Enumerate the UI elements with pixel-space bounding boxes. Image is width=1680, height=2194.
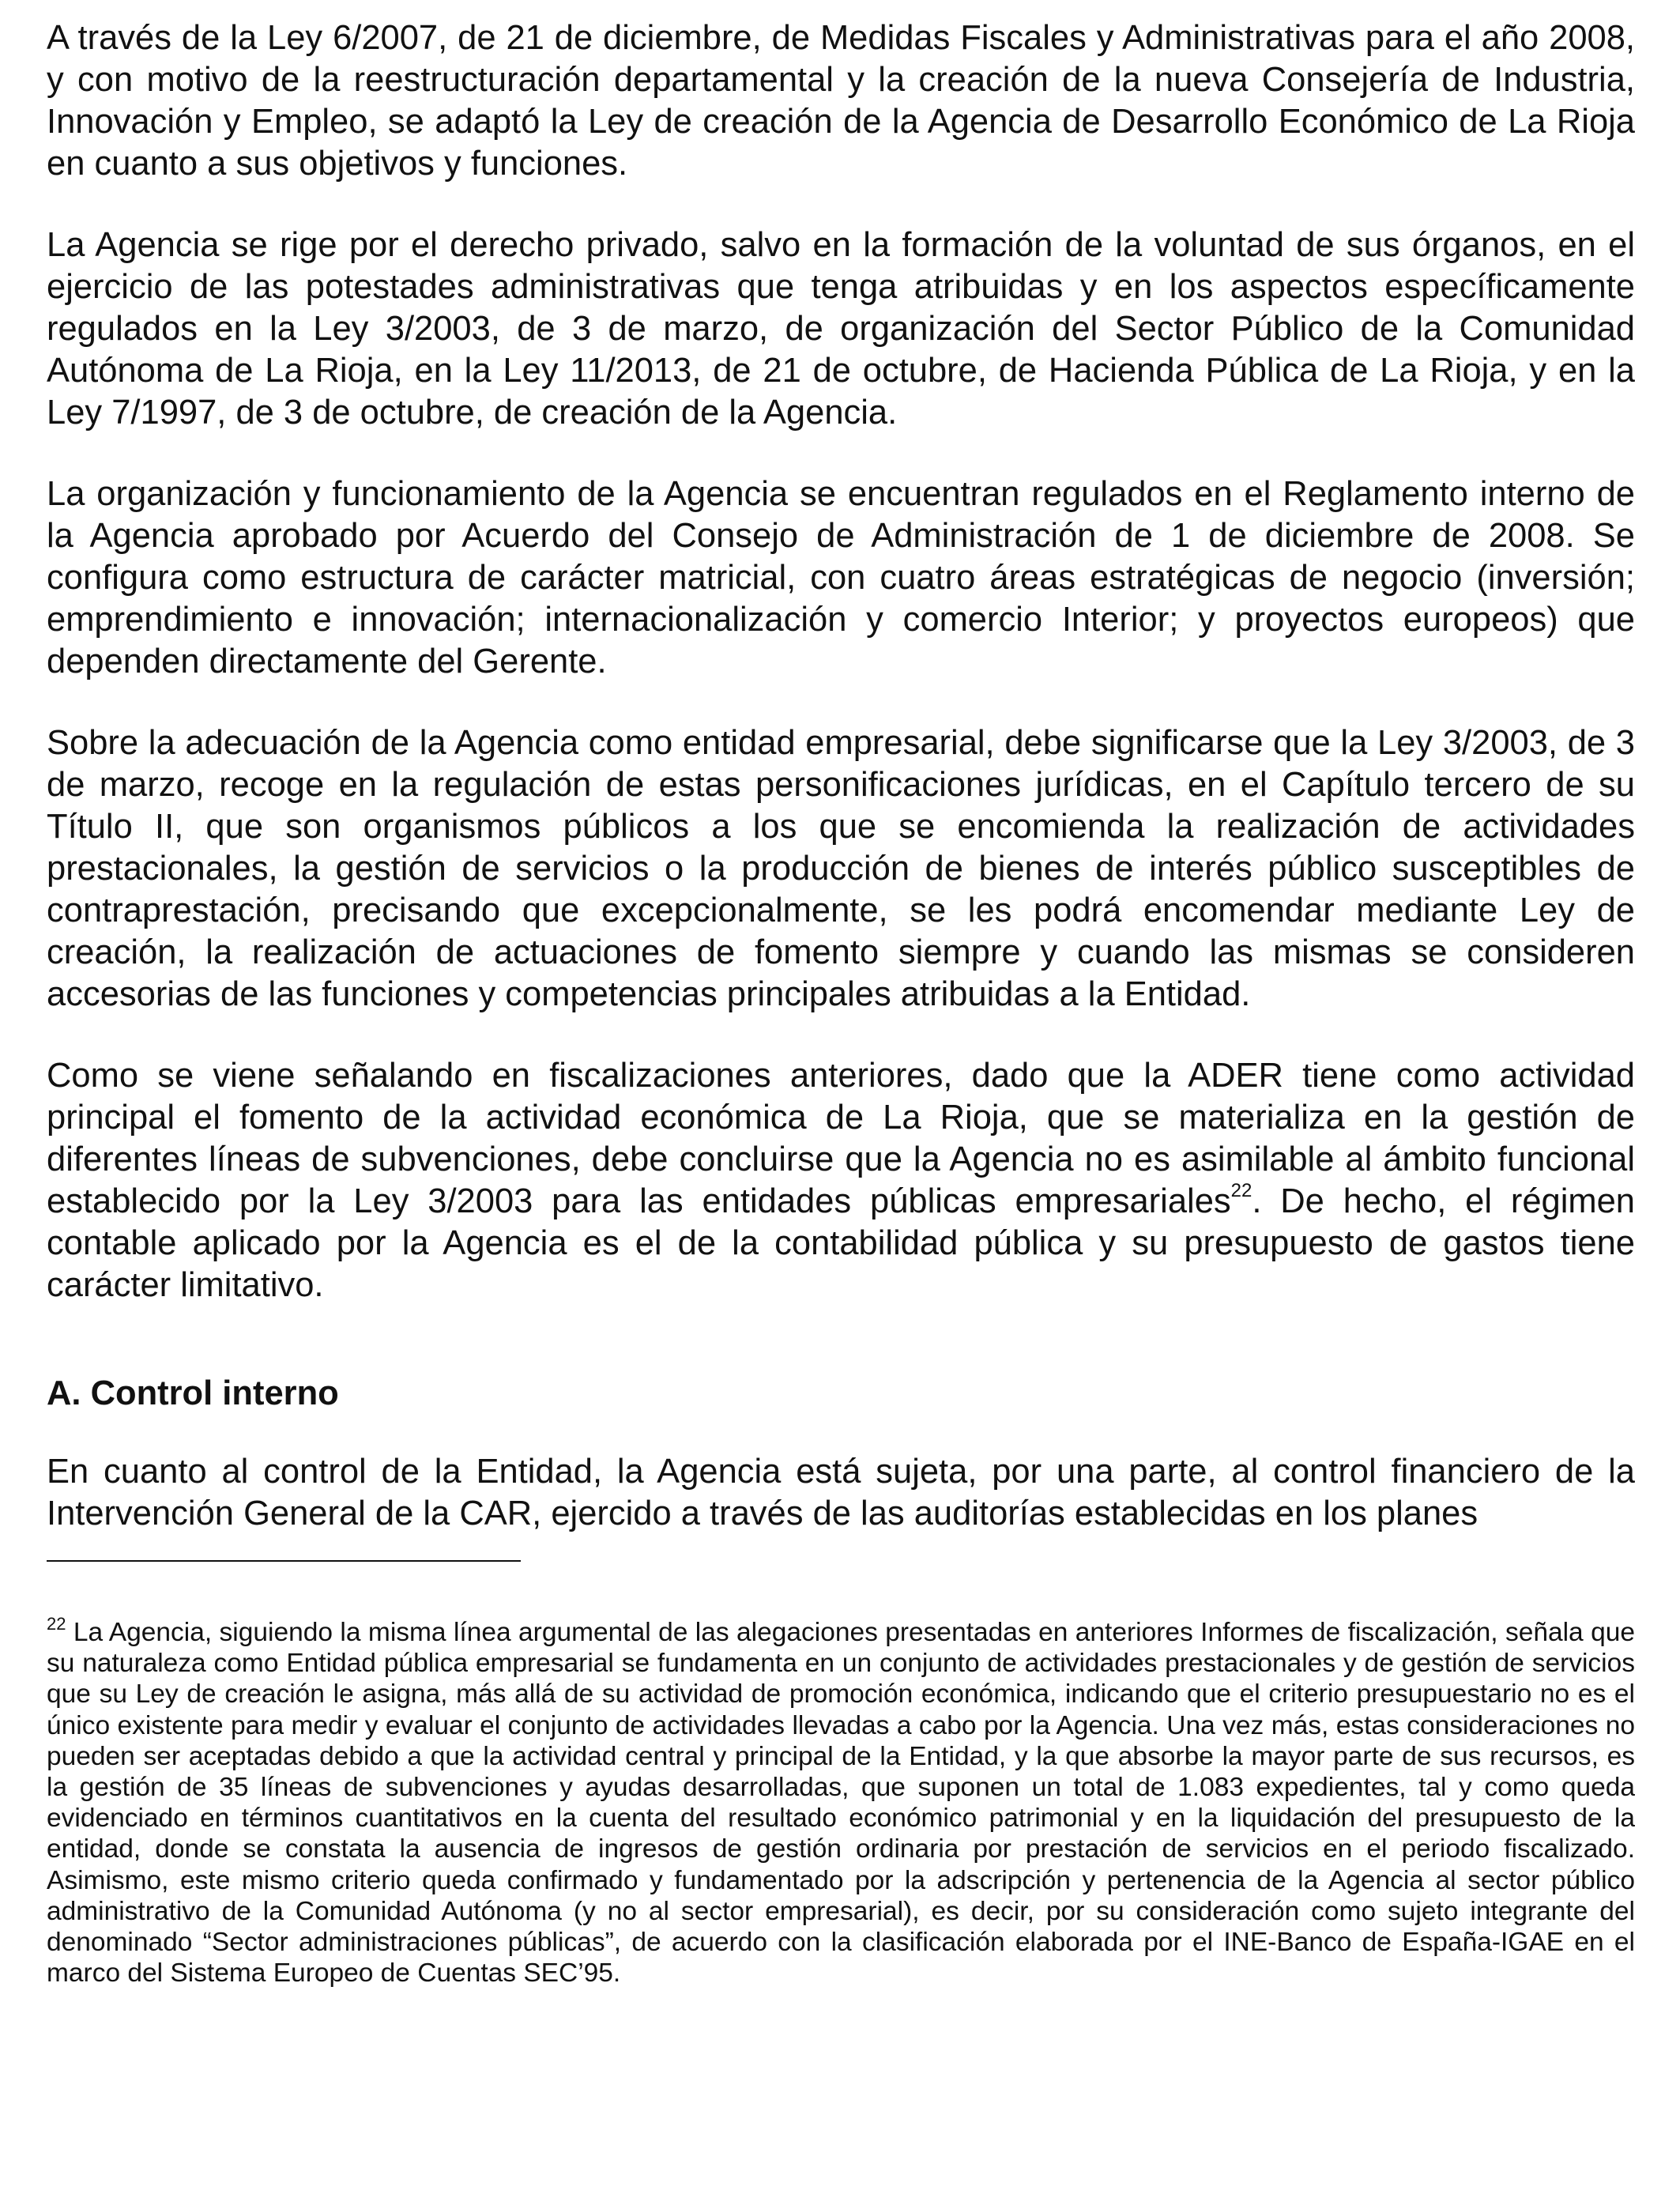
paragraph-fiscalizaciones <box>47 1055 1635 1306</box>
paragraph-derecho-privado: La Agencia se rige por el derecho privado, salvo en la formación de la voluntad de sus órganos, en el ejercicio de las potestades administrativas que tenga atribuidas y en los aspectos específicamente regulados en la Ley 3/2003, de 3 de marzo, de organización del Sector Público de la Comunidad Autónoma de La Rioja, en la Ley 11/2013, de 21 de octubre, de Hacienda Pública de La Rioja, y en la Ley 7/1997, de 3 de octubre, de creación de la Agencia. <box>47 226 1635 432</box>
paragraph-ley-6-2007: A través de la Ley 6/2007, de 21 de diciembre, de Medidas Fiscales y Administrativas para el año 2008, y con motivo de la reestructuración departamental y la creación de la nueva Consejería de Industria, Innovación y Empleo, se adaptó la Ley de creación de la Agencia de Desarrollo Económico de La Rioja en cuanto a sus objetivos y funciones. <box>47 19 1635 183</box>
footnote-separator <box>47 1560 521 1562</box>
footnote-number: 22 <box>47 1614 66 1634</box>
paragraph-fiscalizaciones-text: Como se viene señalando en fiscalizaciones anteriores, dado que la ADER tiene como actividad principal el fomento de la actividad económica de La Rioja, que se materializa en la gestión de diferentes líneas de subvenciones, debe concluirse que la Agencia no es asimilable al ámbito funcional establecido por la Ley 3/2003 para las entidades públicas empresariales <box>47 1057 1635 1220</box>
paragraph-fiscalizaciones-text-end: . De hecho, el régimen contable aplicado por la Agencia es el de la contabilidad pública y su presupuesto de gastos tiene carácter limitativo. <box>47 1182 1636 1304</box>
paragraph-organizacion: La organización y funcionamiento de la Agencia se encuentran regulados en el Reglamento interno de la Agencia aprobado por Acuerdo del Consejo de Administración de 1 de diciembre de 2008. Se configura como estructura de carácter matricial, con cuatro áreas estratégicas de negocio (inversión; emprendimiento e innovación; internacionalización y comercio Interior; y proyectos europeos) que dependen directamente del Gerente. <box>47 475 1635 680</box>
footnote <box>47 1614 1635 1989</box>
document-page <box>47 17 1635 1989</box>
footnote-text: La Agencia, siguiendo la misma línea argumental de las alegaciones presentadas en anteriores Informes de fiscalización, señala que su naturaleza como Entidad pública empresarial se fundamenta en un conjunto de actividades prestacionales y de gestión de servicios que su Ley de creación le asigna, más allá de su actividad de promoción económica, indicando que el criterio presupuestario no es el único existente para medir y evaluar el conjunto de actividades llevadas a cabo por la Agencia. Una vez más, estas consideraciones no pueden ser aceptadas debido a que la actividad central y principal de la Entidad, y la que absorbe la mayor parte de sus recursos, es la gestión de 35 líneas de subvenciones y ayudas desarrolladas, que suponen un total de 1.083 expedientes, tal y como queda evidenciado en términos cuantitativos en la cuenta del resultado económico patrimonial y en la liquidación del presupuesto de la entidad, donde se constata la ausencia de ingresos de gestión ordinaria por prestación de servicios en el periodo fiscalizado. Asimismo, este mismo criterio queda confirmado y fundamentado por la adscripción y pertenencia de la Agencia al sector público administrativo de la Comunidad Autónoma (y no al sector empresarial), es decir, por su consideración como sujeto integrante del denominado “Sector administraciones públicas”, de acuerdo con la clasificación elaborada por el INE-Banco de España-IGAE en el marco del Sistema Europeo de Cuentas SEC’95. <box>47 1618 1635 1989</box>
paragraph-entidad-empresarial: Sobre la adecuación de la Agencia como entidad empresarial, debe significarse que la Ley 3/2003, de 3 de marzo, recoge en la regulación de estas personificaciones jurídicas, en el Capítulo tercero de su Título II, que son organismos públicos a los que se encomienda la realización de actividades prestacionales, la gestión de servicios o la producción de bienes de interés público susceptibles de contraprestación, precisando que excepcionalmente, se les podrá encomendar mediante Ley de creación, la realización de actuaciones de fomento siempre y cuando las mismas se consideren accesorias de las funciones y competencias principales atribuidas a la Entidad. <box>47 724 1635 1013</box>
section-heading: A. Control interno <box>47 1374 339 1412</box>
footnote-reference[interactable]: 22 <box>1230 1180 1252 1201</box>
paragraph-control-entidad: En cuanto al control de la Entidad, la Agencia está sujeta, por una parte, al control financiero de la Intervención General de la CAR, ejercido a través de las auditorías establecidas en los planes <box>47 1453 1635 1532</box>
